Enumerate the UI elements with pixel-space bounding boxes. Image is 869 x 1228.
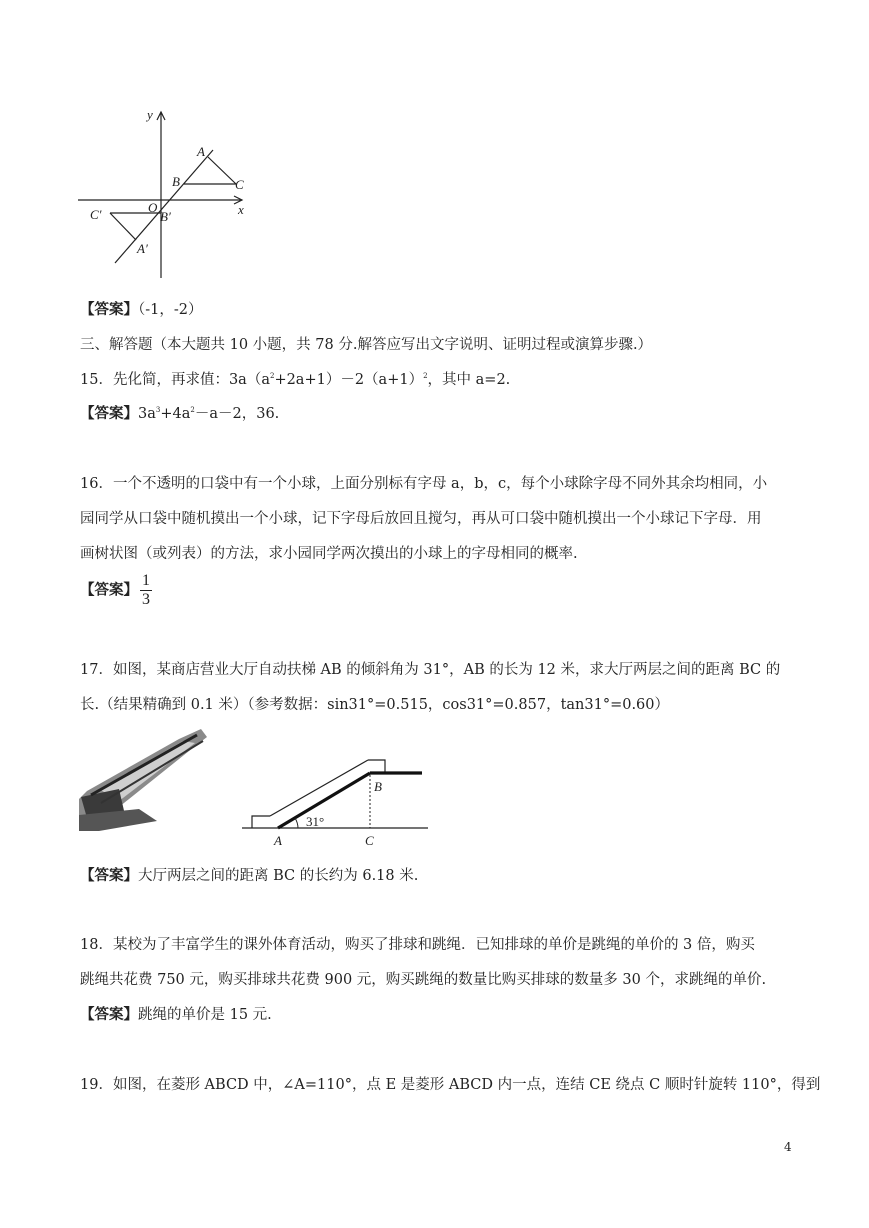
q15-ans-1: 3a xyxy=(138,406,156,422)
label-c-prime: C′ xyxy=(90,207,102,222)
q15-sup-2: 2 xyxy=(423,372,428,380)
label-angle: 31° xyxy=(306,814,325,829)
q15-ans-3: －a－2，36. xyxy=(194,406,280,422)
label-a-prime: A′ xyxy=(137,241,148,256)
q18-line-1: 18．某校为了丰富学生的课外体育活动，购买了排球和跳绳．已知排球的单价是跳绳的单价的 3 倍，购买 xyxy=(80,937,755,953)
q17-line-2: 长.（结果精确到 0.1 米）（参考数据：sin31°=0.515，cos31°=0.857，tan31°=0.60） xyxy=(80,697,670,713)
q16-line-2: 园同学从口袋中随机摸出一个小球，记下字母后放回且搅匀，再从可口袋中随机摸出一个小球记下字母．用 xyxy=(80,511,762,527)
answer-mark: 【答案】 xyxy=(80,867,138,884)
label-a: A xyxy=(197,144,205,159)
handrail-line xyxy=(270,760,368,816)
page-number: 4 xyxy=(784,1140,792,1154)
label-b: B xyxy=(374,779,382,794)
answer-16 xyxy=(80,572,152,609)
q15-ans-sup-1: 3 xyxy=(155,406,161,414)
fraction-numerator: 1 xyxy=(142,572,150,589)
label-c: C xyxy=(365,833,374,848)
fraction-denominator: 3 xyxy=(142,591,150,608)
q17-line-1: 17．如图，某商店营业大厅自动扶梯 AB 的倾斜角为 31°，AB 的长为 12 米，求大厅两层之间的距离 BC 的 xyxy=(80,662,781,678)
answer-fraction xyxy=(140,572,152,609)
q15-ans-sup-2: 2 xyxy=(190,406,195,414)
answer-mark: 【答案】 xyxy=(80,301,138,318)
escalator-photo xyxy=(79,729,209,831)
diagonal-line xyxy=(115,150,213,263)
q16-line-3: 画树状图（或列表）的方法，求小园同学两次摸出的小球上的字母相同的概率. xyxy=(80,546,578,562)
escalator-diagram xyxy=(240,755,430,850)
top-step xyxy=(368,760,385,773)
label-o: O xyxy=(148,200,158,215)
label-a: A xyxy=(274,833,282,848)
coordinate-figure xyxy=(70,100,260,280)
angle-arc xyxy=(295,818,298,828)
answer-text: （-1，-2） xyxy=(138,302,203,318)
q18-line-2: 跳绳共花费 750 元，购买排球共花费 900 元，购买跳绳的数量比购买排球的数量多 30 个，求跳绳的单价. xyxy=(80,972,767,988)
q15-ans-2: +4a xyxy=(160,406,191,422)
triangle-abc-side xyxy=(208,157,236,184)
question-15 xyxy=(80,368,510,389)
answer-17 xyxy=(80,864,418,885)
answer-15 xyxy=(80,402,279,423)
q15-text-1: 15．先化简，再求值：3a（a xyxy=(80,372,270,388)
answer-mark: 【答案】 xyxy=(80,1006,138,1023)
answer-mark: 【答案】 xyxy=(80,581,138,599)
answer-text: 大厅两层之间的距离 BC 的长约为 6.18 米. xyxy=(138,868,419,884)
section-heading: 三、解答题（本大题共 10 小题，共 78 分.解答应写出文字说明、证明过程或演算步骤.） xyxy=(80,337,653,353)
label-x: x xyxy=(238,202,244,217)
answer-mark: 【答案】 xyxy=(80,405,138,422)
q15-text-2: +2a+1）－2（a+1） xyxy=(274,372,424,388)
answer-14 xyxy=(80,298,203,319)
label-b: B xyxy=(172,174,180,189)
answer-18 xyxy=(80,1003,272,1024)
triangle-prime-side xyxy=(110,213,136,240)
q19-line-1: 19．如图，在菱形 ABCD 中，∠A=110°，点 E 是菱形 ABCD 内一点，连结 CE 绕点 C 顺时针旋转 110°，得到 xyxy=(80,1077,821,1093)
label-y: y xyxy=(147,107,153,122)
answer-text: 跳绳的单价是 15 元. xyxy=(138,1007,272,1023)
q15-text-3: ，其中 a=2. xyxy=(427,372,511,388)
q16-line-1: 16．一个不透明的口袋中有一个小球，上面分别标有字母 a，b，c，每个小球除字母不同外其余均相同，小 xyxy=(80,476,768,492)
q15-sup-1: 2 xyxy=(269,372,275,380)
label-b-prime: B′ xyxy=(160,209,171,224)
left-step xyxy=(252,816,270,828)
label-c: C xyxy=(235,177,244,192)
